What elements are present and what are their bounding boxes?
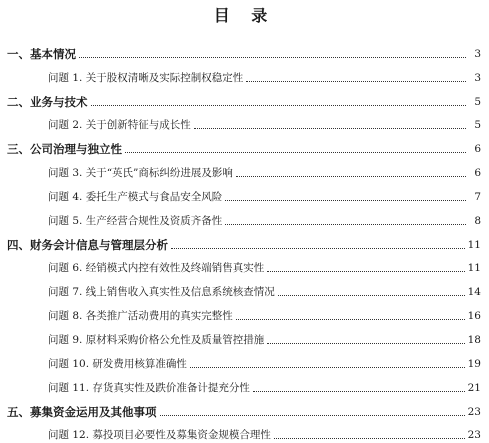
- toc-section-row[interactable]: [0, 38, 489, 62]
- toc-section-row[interactable]: [0, 229, 489, 253]
- dot-leader: [171, 247, 465, 249]
- toc-item-row[interactable]: [0, 110, 489, 134]
- toc-page-number: 6: [469, 142, 481, 157]
- toc-entry-label: 问题 3. 关于“英氏”商标纠纷进展及影响: [48, 166, 233, 181]
- toc-entry-label: 问题 9. 原材料采购价格公允性及质量管控措施: [48, 333, 264, 348]
- toc-entry-label: 问题 4. 委托生产模式与食品安全风险: [48, 190, 222, 205]
- dot-leader: [236, 175, 466, 177]
- dot-leader: [246, 80, 466, 82]
- toc-page-number: 23: [468, 428, 481, 443]
- toc-item-row[interactable]: [0, 253, 489, 277]
- toc-item-row[interactable]: [0, 348, 489, 372]
- toc-page-number: 7: [469, 190, 481, 205]
- dot-leader: [125, 151, 466, 153]
- toc-item-row[interactable]: [0, 181, 489, 205]
- toc-page-number: 3: [469, 47, 481, 62]
- toc-page-number: 16: [468, 309, 481, 324]
- toc-item-row[interactable]: [0, 157, 489, 181]
- toc-entry-label: 问题 6. 经销模式内控有效性及终端销售真实性: [48, 261, 264, 276]
- dot-leader: [160, 414, 465, 416]
- toc-page-number: 19: [468, 357, 481, 372]
- toc-entry-label: 问题 7. 线上销售收入真实性及信息系统核查情况: [48, 285, 275, 300]
- toc-item-row[interactable]: [0, 420, 489, 443]
- toc-page-number: 8: [469, 214, 481, 229]
- toc-entry-label: 问题 12. 募投项目必要性及募集资金规模合理性: [48, 428, 271, 443]
- dot-leader: [236, 318, 465, 320]
- toc-item-row[interactable]: [0, 300, 489, 324]
- toc-entry-label: 问题 11. 存货真实性及跌价准备计提充分性: [48, 381, 250, 396]
- toc-page-number: 14: [468, 285, 481, 300]
- toc-section-row[interactable]: [0, 396, 489, 420]
- toc-entry-label: 问题 2. 关于创新特征与成长性: [48, 118, 191, 133]
- toc-page-number: 3: [469, 71, 481, 86]
- toc-entry-label: 一、基本情况: [7, 47, 76, 62]
- dot-leader: [225, 199, 466, 201]
- dot-leader: [91, 104, 467, 106]
- toc-page-number: 11: [468, 261, 481, 276]
- toc-item-row[interactable]: [0, 62, 489, 86]
- toc-entry-label: 问题 10. 研发费用核算准确性: [48, 357, 187, 372]
- toc-entry-label: 三、公司治理与独立性: [7, 142, 122, 157]
- toc-item-row[interactable]: [0, 276, 489, 300]
- toc-section-row[interactable]: [0, 133, 489, 157]
- toc-page-number: 5: [469, 95, 481, 110]
- toc-page-number: 5: [469, 118, 481, 133]
- toc-entry-label: 五、募集资金运用及其他事项: [7, 405, 157, 420]
- dot-leader: [278, 294, 465, 296]
- toc-item-row[interactable]: [0, 324, 489, 348]
- toc-page-number: 6: [469, 166, 481, 181]
- toc-item-row[interactable]: [0, 205, 489, 229]
- toc-page-number: 11: [468, 238, 481, 253]
- toc-page-number: 18: [468, 333, 481, 348]
- toc-entry-label: 二、业务与技术: [7, 95, 88, 110]
- toc-page-number: 21: [468, 381, 481, 396]
- dot-leader: [225, 223, 466, 225]
- toc-entry-label: 问题 5. 生产经营合规性及资质齐备性: [48, 214, 222, 229]
- dot-leader: [267, 342, 464, 344]
- toc-page-number: 23: [468, 405, 481, 420]
- toc-entry-label: 问题 8. 各类推广活动费用的真实完整性: [48, 309, 233, 324]
- dot-leader: [274, 437, 465, 439]
- dot-leader: [190, 366, 465, 368]
- toc-entry-label: 四、财务会计信息与管理层分析: [7, 238, 168, 253]
- table-of-contents: [0, 38, 489, 443]
- page-title: 目 录: [0, 6, 489, 26]
- toc-entry-label: 问题 1. 关于股权清晰及实际控制权稳定性: [48, 71, 243, 86]
- toc-item-row[interactable]: [0, 372, 489, 396]
- dot-leader: [267, 270, 464, 272]
- toc-section-row[interactable]: [0, 86, 489, 110]
- dot-leader: [194, 127, 466, 129]
- dot-leader: [79, 56, 466, 58]
- dot-leader: [253, 390, 465, 392]
